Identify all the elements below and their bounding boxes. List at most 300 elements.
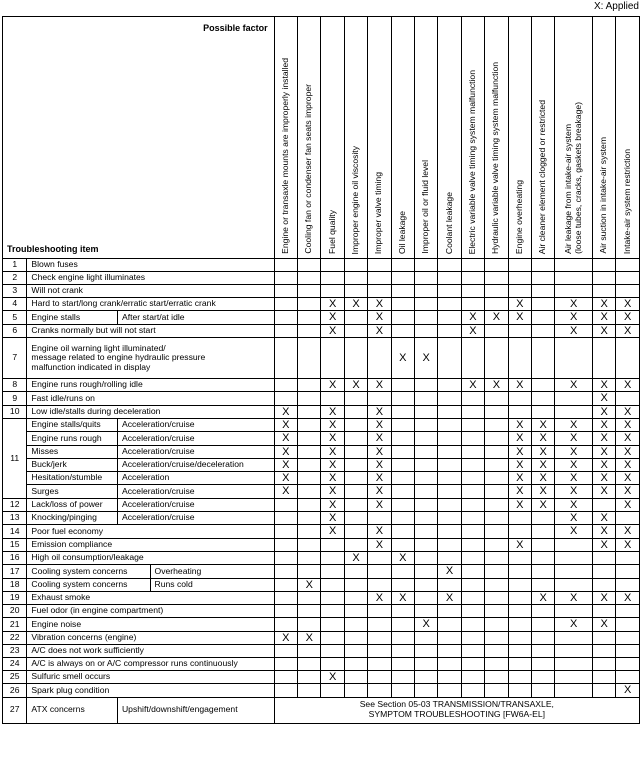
factor-cell: X (438, 591, 461, 604)
factor-cell (274, 259, 297, 272)
table-row (3, 298, 640, 311)
factor-cell: X (368, 485, 391, 498)
factor-cell (508, 618, 531, 631)
troubleshooting-item: Engine runs rough/rolling idle (27, 378, 274, 391)
factor-cell: X (555, 311, 593, 324)
troubleshooting-item: Engine stalls (27, 311, 118, 324)
table-row (3, 631, 640, 644)
factor-cell (616, 285, 640, 298)
factor-cell (344, 458, 367, 471)
factor-cell (616, 552, 640, 565)
factor-cell (368, 512, 391, 525)
factor-cell: X (461, 311, 484, 324)
factor-cell (298, 591, 321, 604)
factor-cell: X (298, 631, 321, 644)
troubleshooting-item: Cooling system concerns (27, 578, 150, 591)
factor-cell (298, 418, 321, 431)
legend: X: Applied (593, 1, 639, 12)
factor-cell: X (616, 498, 640, 511)
factor-cell (461, 618, 484, 631)
factor-cell (508, 337, 531, 378)
factor-cell (531, 605, 554, 618)
row-number: 6 (3, 324, 27, 337)
factor-cell: X (531, 485, 554, 498)
factor-cell (274, 525, 297, 538)
factor-cell (344, 605, 367, 618)
factor-cell (531, 684, 554, 697)
row-number: 12 (3, 498, 27, 511)
factor-cell (555, 644, 593, 657)
table-row (3, 378, 640, 391)
factor-cell (298, 272, 321, 285)
table-row (3, 591, 640, 604)
factor-cell (391, 458, 414, 471)
row-number: 15 (3, 538, 27, 551)
troubleshooting-item: Buck/jerk (27, 458, 118, 471)
table-row (3, 618, 640, 631)
table-row (3, 458, 640, 471)
factor-cell (531, 324, 554, 337)
factor-cell (461, 565, 484, 578)
factor-cell (344, 324, 367, 337)
factor-cell (391, 512, 414, 525)
factor-cell (415, 552, 438, 565)
factor-cell: X (531, 445, 554, 458)
factor-cell (391, 670, 414, 683)
factor-cell: X (368, 324, 391, 337)
table-row (3, 405, 640, 418)
troubleshooting-item: Lack/loss of power (27, 498, 118, 511)
factor-cell (438, 392, 461, 405)
factor-cell: X (616, 684, 640, 697)
factor-cell: X (344, 298, 367, 311)
factor-cell: X (592, 512, 615, 525)
factor-cell (531, 631, 554, 644)
factor-cell (461, 432, 484, 445)
factor-cell (344, 418, 367, 431)
row-number: 1 (3, 259, 27, 272)
factor-cell (321, 631, 344, 644)
factor-cell: X (555, 432, 593, 445)
factor-cell (415, 392, 438, 405)
factor-cell (415, 432, 438, 445)
factor-cell (391, 631, 414, 644)
factor-cell (592, 670, 615, 683)
factor-cell (485, 552, 508, 565)
factor-cell (616, 578, 640, 591)
factor-cell: X (321, 311, 344, 324)
factor-cell (368, 657, 391, 670)
factor-cell: X (321, 432, 344, 445)
factor-label: Oil leakage (396, 211, 407, 254)
factor-cell (508, 631, 531, 644)
factor-cell (592, 684, 615, 697)
factor-cell: X (616, 405, 640, 418)
factor-cell (461, 472, 484, 485)
factor-cell (485, 684, 508, 697)
item-condition: Acceleration/cruise/deceleration (117, 458, 274, 471)
factor-cell (391, 378, 414, 391)
factor-cell (531, 285, 554, 298)
factor-label: Air suction in intake-air system (598, 137, 609, 254)
factor-cell (391, 684, 414, 697)
factor-cell (531, 311, 554, 324)
factor-cell (555, 285, 593, 298)
factor-cell (616, 259, 640, 272)
factor-cell (616, 337, 640, 378)
factor-cell (616, 670, 640, 683)
factor-cell (415, 631, 438, 644)
table-row (3, 272, 640, 285)
factor-cell (298, 405, 321, 418)
factor-cell (321, 591, 344, 604)
factor-cell (391, 605, 414, 618)
factor-cell (391, 657, 414, 670)
factor-cell (438, 285, 461, 298)
factor-cell (592, 272, 615, 285)
factor-cell (298, 498, 321, 511)
factor-cell (508, 259, 531, 272)
factor-cell (391, 311, 414, 324)
factor-cell (321, 259, 344, 272)
header-corner (3, 17, 275, 259)
factor-cell (298, 337, 321, 378)
factor-label: (loose tubes, cracks, gaskets breakage) (572, 102, 583, 254)
factor-header (485, 17, 508, 259)
factor-cell (438, 578, 461, 591)
factor-cell (485, 472, 508, 485)
item-condition: Acceleration/cruise (117, 498, 274, 511)
factor-cell (555, 578, 593, 591)
factor-cell (616, 392, 640, 405)
factor-cell (368, 285, 391, 298)
factor-cell (531, 525, 554, 538)
factor-cell: X (508, 498, 531, 511)
factor-cell (438, 378, 461, 391)
factor-cell (298, 392, 321, 405)
factor-cell (438, 405, 461, 418)
factor-cell (438, 512, 461, 525)
factor-cell (616, 565, 640, 578)
factor-cell (616, 657, 640, 670)
factor-cell: X (616, 445, 640, 458)
factor-cell: X (321, 498, 344, 511)
row-number: 26 (3, 684, 27, 697)
factor-cell (508, 605, 531, 618)
factor-cell: X (616, 472, 640, 485)
factor-cell: X (274, 445, 297, 458)
factor-cell (461, 298, 484, 311)
factor-cell: X (321, 525, 344, 538)
factor-cell (391, 259, 414, 272)
factor-cell: X (616, 311, 640, 324)
factor-cell (368, 618, 391, 631)
factor-cell (555, 670, 593, 683)
factor-cell (592, 631, 615, 644)
factor-cell (508, 272, 531, 285)
factor-cell (274, 512, 297, 525)
factor-cell (415, 565, 438, 578)
table-row (3, 512, 640, 525)
factor-cell: X (415, 618, 438, 631)
factor-cell (531, 298, 554, 311)
factor-cell: X (321, 378, 344, 391)
factor-cell: X (508, 538, 531, 551)
factor-cell (438, 670, 461, 683)
table-row (3, 259, 640, 272)
factor-cell: X (368, 525, 391, 538)
factor-cell: X (592, 311, 615, 324)
factor-cell: X (592, 472, 615, 485)
factor-cell (391, 272, 414, 285)
factor-cell: X (321, 298, 344, 311)
factor-cell (415, 285, 438, 298)
factor-cell (461, 605, 484, 618)
factor-cell: X (368, 418, 391, 431)
factor-cell (274, 324, 297, 337)
factor-cell (531, 405, 554, 418)
factor-label: Improper engine oil viscosity (350, 145, 361, 254)
troubleshooting-item: Poor fuel economy (27, 525, 274, 538)
factor-cell (344, 285, 367, 298)
factor-cell: X (555, 458, 593, 471)
factor-cell (344, 485, 367, 498)
troubleshooting-item: ATX concerns (27, 697, 118, 723)
factor-cell: X (321, 405, 344, 418)
factor-cell (274, 272, 297, 285)
item-condition: Overheating (150, 565, 274, 578)
row-number: 3 (3, 285, 27, 298)
factor-cell: X (555, 512, 593, 525)
table-row (3, 285, 640, 298)
factor-cell: X (461, 324, 484, 337)
factor-cell: X (592, 378, 615, 391)
factor-cell (391, 445, 414, 458)
factor-cell (274, 657, 297, 670)
factor-cell (368, 670, 391, 683)
factor-cell (274, 298, 297, 311)
factor-cell: X (508, 298, 531, 311)
troubleshooting-item: Will not crank (27, 285, 274, 298)
factor-cell: X (438, 565, 461, 578)
factor-cell: X (321, 458, 344, 471)
factor-cell (438, 445, 461, 458)
factor-cell (461, 445, 484, 458)
factor-cell: X (368, 378, 391, 391)
table-row (3, 525, 640, 538)
factor-cell (485, 605, 508, 618)
factor-label: Intake-air system restriction (621, 148, 632, 254)
factor-cell: X (592, 458, 615, 471)
factor-cell (485, 538, 508, 551)
troubleshooting-item: Engine runs rough (27, 432, 118, 445)
factor-cell (391, 432, 414, 445)
factor-cell (368, 565, 391, 578)
item-condition: Runs cold (150, 578, 274, 591)
factor-cell (415, 605, 438, 618)
factor-cell (616, 618, 640, 631)
table-row (3, 552, 640, 565)
row-number: 17 (3, 565, 27, 578)
factor-cell (415, 298, 438, 311)
table-row (3, 605, 640, 618)
factor-header (274, 17, 297, 259)
factor-cell (321, 565, 344, 578)
factor-cell (415, 670, 438, 683)
factor-cell (438, 644, 461, 657)
row-number: 2 (3, 272, 27, 285)
factor-cell (344, 445, 367, 458)
row-number: 8 (3, 378, 27, 391)
factor-cell (298, 472, 321, 485)
see-section-line: SYMPTOM TROUBLESHOOTING [FW6A-EL] (368, 709, 545, 719)
factor-cell (592, 498, 615, 511)
table-row (3, 392, 640, 405)
factor-cell (344, 311, 367, 324)
row-number: 4 (3, 298, 27, 311)
factor-cell (531, 512, 554, 525)
factor-cell: X (616, 458, 640, 471)
factor-cell (368, 684, 391, 697)
factor-cell (274, 498, 297, 511)
factor-cell (298, 670, 321, 683)
factor-cell (344, 565, 367, 578)
factor-cell: X (274, 432, 297, 445)
factor-cell: X (391, 591, 414, 604)
factor-cell (508, 684, 531, 697)
factor-cell (461, 684, 484, 697)
factor-header (531, 17, 554, 259)
factor-cell (555, 405, 593, 418)
factor-cell (368, 605, 391, 618)
table-row (3, 565, 640, 578)
factor-cell (344, 578, 367, 591)
troubleshooting-item: Surges (27, 485, 118, 498)
factor-cell (508, 285, 531, 298)
factor-cell (391, 525, 414, 538)
factor-cell (485, 644, 508, 657)
factor-cell (415, 485, 438, 498)
factor-cell (461, 657, 484, 670)
factor-cell (415, 378, 438, 391)
factor-cell: X (592, 418, 615, 431)
factor-cell: X (531, 432, 554, 445)
factor-cell (438, 259, 461, 272)
factor-cell (415, 324, 438, 337)
factor-cell (391, 618, 414, 631)
row-number: 9 (3, 392, 27, 405)
factor-cell (274, 378, 297, 391)
factor-cell (461, 578, 484, 591)
factor-cell (438, 337, 461, 378)
troubleshooting-item: Check engine light illuminates (27, 272, 274, 285)
factor-cell (344, 618, 367, 631)
row-number: 16 (3, 552, 27, 565)
table-row (3, 485, 640, 498)
factor-cell (368, 259, 391, 272)
factor-header (508, 17, 531, 259)
factor-cell (321, 285, 344, 298)
factor-cell: X (555, 525, 593, 538)
factor-cell: X (321, 512, 344, 525)
factor-cell (274, 538, 297, 551)
factor-cell (391, 644, 414, 657)
factor-cell (592, 552, 615, 565)
item-condition: Acceleration/cruise (117, 485, 274, 498)
factor-cell: X (531, 498, 554, 511)
item-line: Engine oil warning light illuminated/ (31, 342, 166, 353)
factor-cell (438, 498, 461, 511)
factor-cell (391, 392, 414, 405)
factor-cell (461, 670, 484, 683)
factor-cell (274, 618, 297, 631)
factor-cell (485, 565, 508, 578)
factor-cell (298, 525, 321, 538)
factor-cell: X (555, 445, 593, 458)
factor-cell (274, 644, 297, 657)
factor-cell (321, 538, 344, 551)
item-line: malfunction indicated in display (31, 361, 151, 372)
troubleshooting-item: Hesitation/stumble (27, 472, 118, 485)
factor-cell (485, 392, 508, 405)
factor-cell (391, 498, 414, 511)
factor-label: Hydraulic variable valve timing system malfunction (490, 62, 501, 254)
table-row (3, 337, 640, 378)
factor-cell (531, 392, 554, 405)
factor-label: Improper valve timing (373, 171, 384, 254)
factor-cell: X (531, 418, 554, 431)
troubleshooting-item: Spark plug condition (27, 684, 274, 697)
troubleshooting-item: A/C does not work sufficiently (27, 644, 274, 657)
factor-cell (461, 405, 484, 418)
factor-cell (321, 337, 344, 378)
factor-cell: X (344, 378, 367, 391)
factor-cell (391, 324, 414, 337)
row-number: 21 (3, 618, 27, 631)
factor-cell (298, 618, 321, 631)
troubleshooting-item: Hard to start/long crank/erratic start/erratic crank (27, 298, 274, 311)
factor-cell (368, 552, 391, 565)
factor-cell (344, 684, 367, 697)
factor-cell: X (298, 578, 321, 591)
factor-cell (298, 605, 321, 618)
factor-label: Improper oil or fluid level (420, 160, 431, 254)
factor-cell (555, 631, 593, 644)
factor-cell: X (368, 538, 391, 551)
factor-cell (298, 445, 321, 458)
factor-cell (274, 591, 297, 604)
factor-cell (298, 259, 321, 272)
row-number: 7 (3, 337, 27, 378)
factor-cell (485, 591, 508, 604)
troubleshooting-item: Fast idle/runs on (27, 392, 274, 405)
factor-cell (274, 605, 297, 618)
factor-cell (415, 538, 438, 551)
factor-cell (415, 512, 438, 525)
factor-cell: X (616, 324, 640, 337)
factor-cell (485, 285, 508, 298)
row-number: 14 (3, 525, 27, 538)
table-row (3, 538, 640, 551)
factor-label: Air leakage from intake-air system (562, 124, 573, 254)
factor-cell (485, 272, 508, 285)
factor-cell (531, 259, 554, 272)
factor-cell: X (555, 618, 593, 631)
troubleshooting-table (2, 16, 640, 724)
troubleshooting-item: Cooling system concerns (27, 565, 150, 578)
factor-cell (438, 472, 461, 485)
factor-cell (485, 418, 508, 431)
